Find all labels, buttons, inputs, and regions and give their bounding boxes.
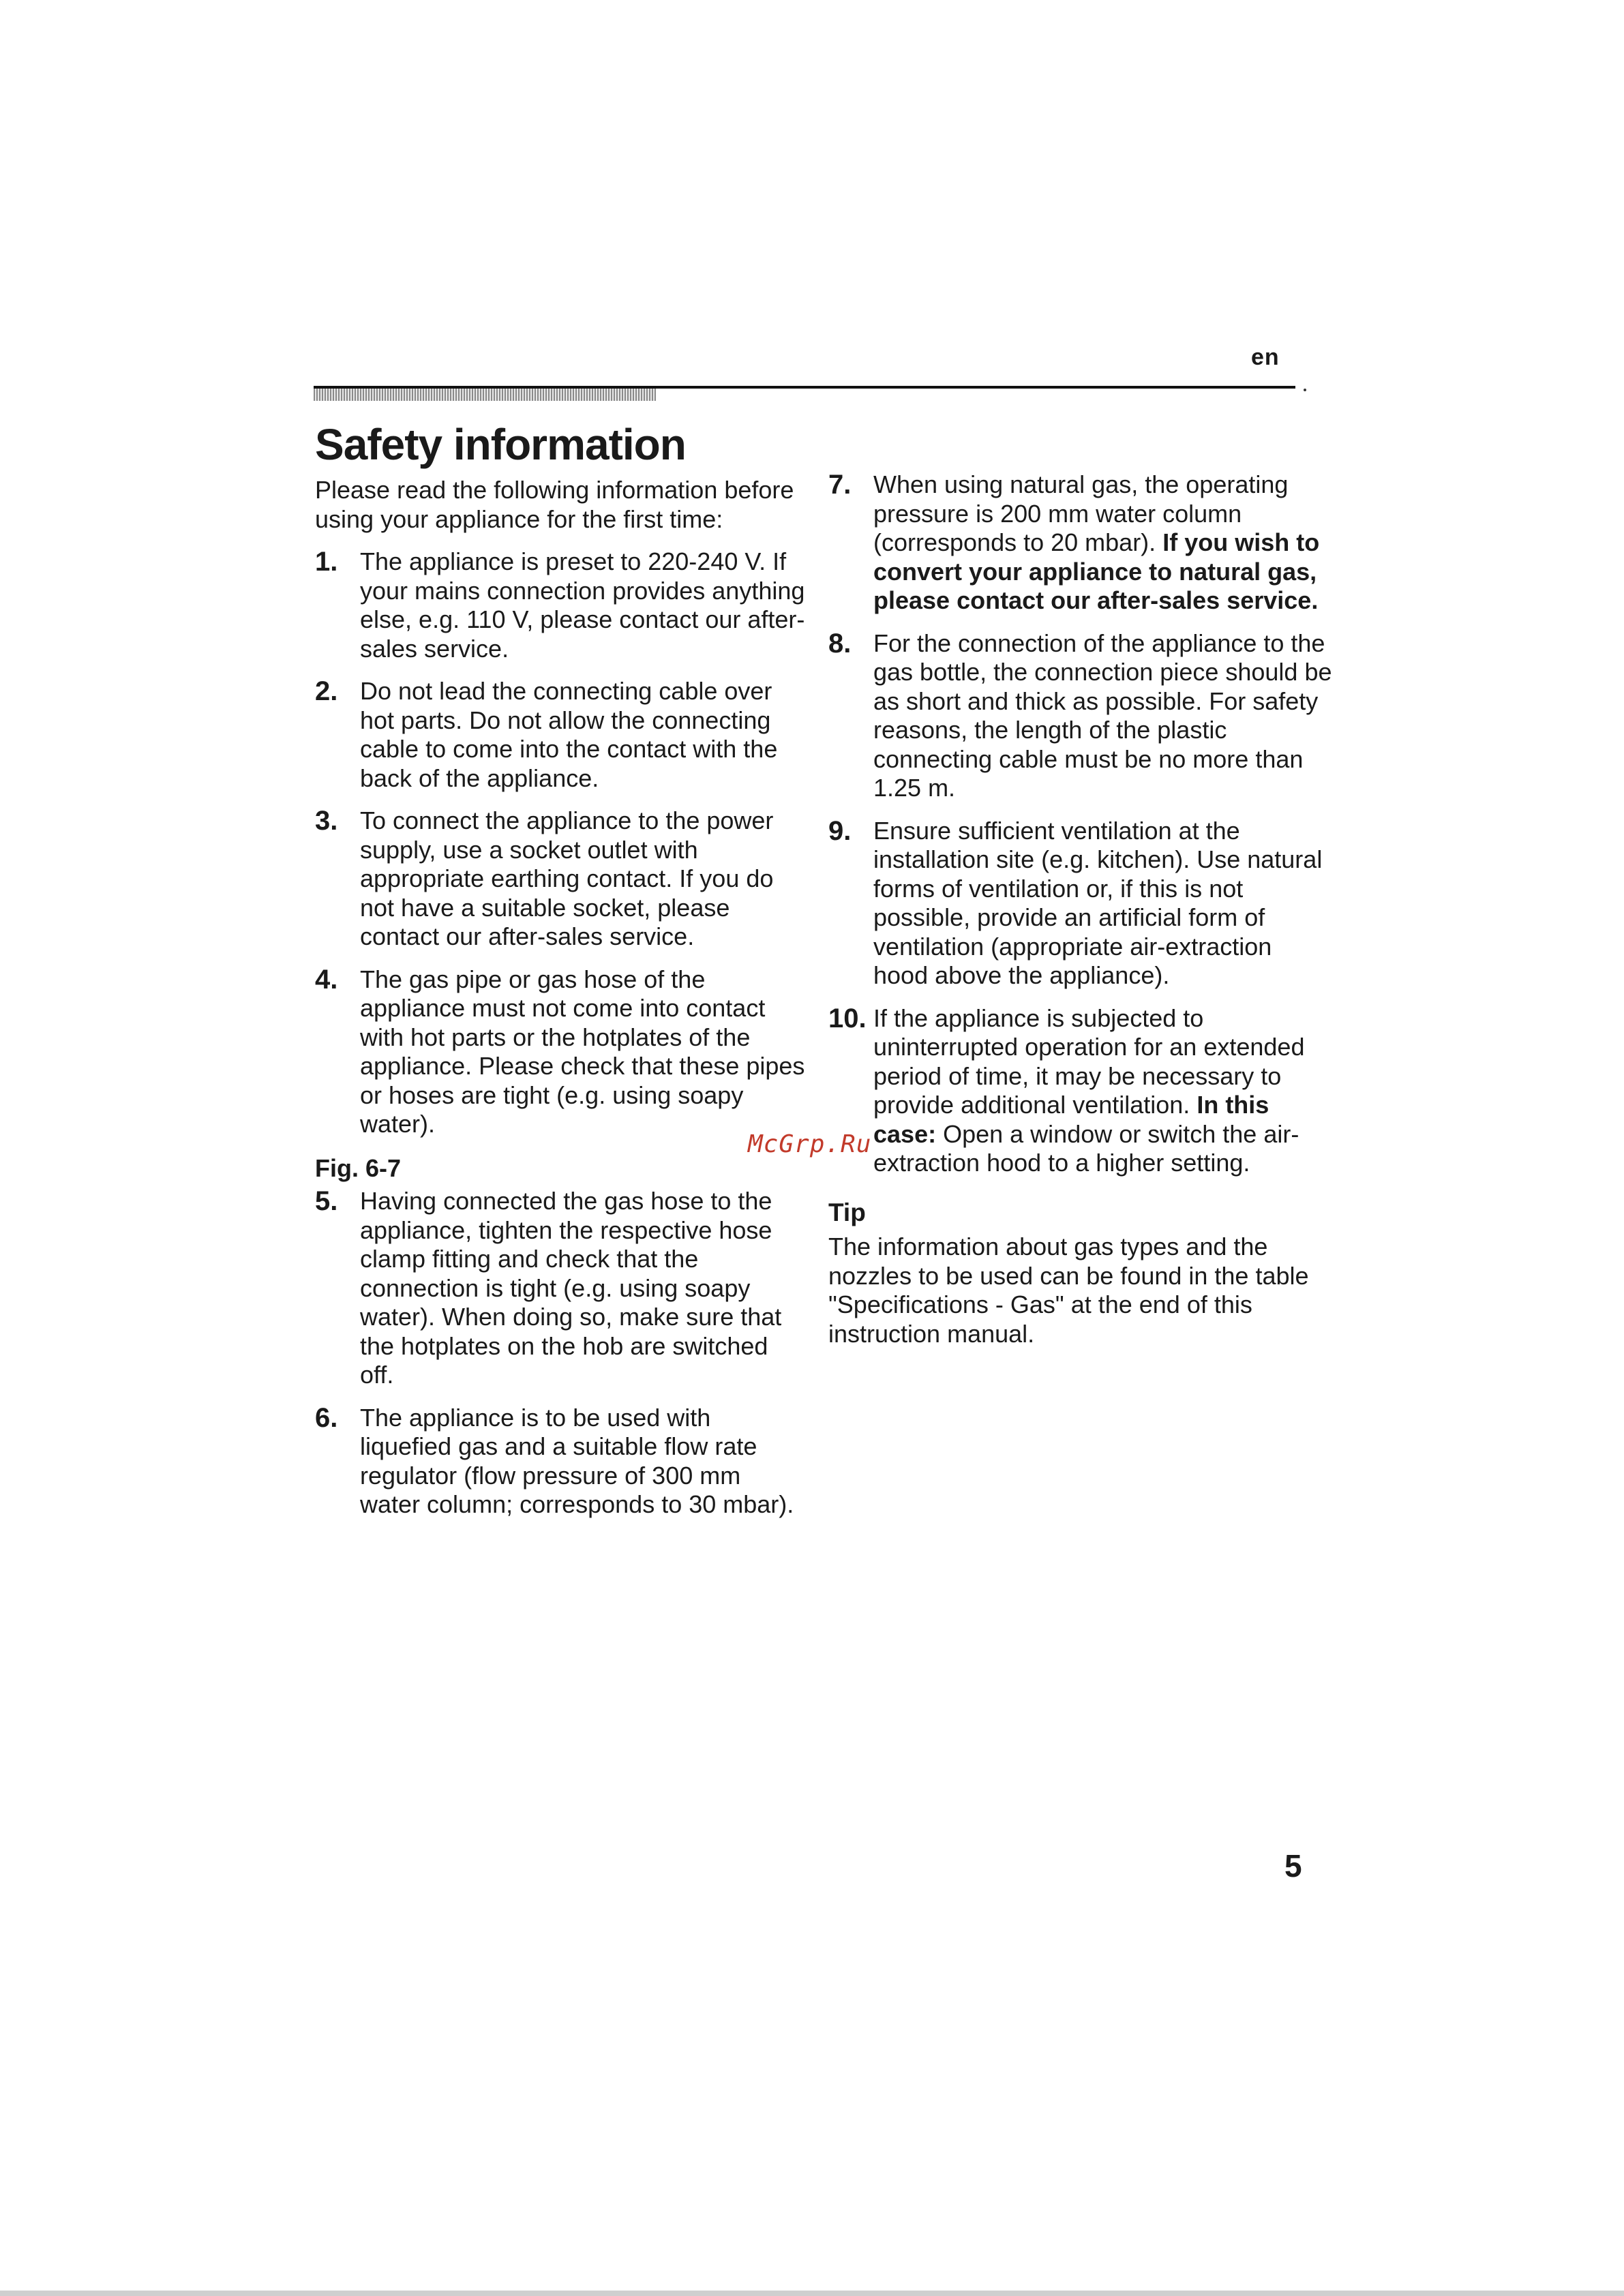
tip-text: The information about gas types and the nozzles to be used can be found in the table "Specifications - Gas" at the end of this instruction manual.	[828, 1233, 1309, 1348]
language-code: en	[1251, 344, 1280, 370]
safety-item-2	[315, 677, 806, 793]
safety-item-6	[315, 1404, 806, 1520]
item-text-regular: When using natural gas, the operating pressure is 200 mm water column (corresponds to 20 mbar).	[873, 470, 1289, 556]
item-text-after: Open a window or switch the air-extraction hood to a higher setting.	[873, 1119, 1299, 1177]
item-number: 9.	[828, 815, 852, 846]
item-number: 2.	[315, 676, 338, 706]
item-text-bold: If you wish to convert your appliance to natural gas, please contact our after-sales service.	[873, 528, 1320, 614]
item-text: Do not lead the connecting cable over hot parts. Do not allow the connecting cable to come into the contact with the back of the appliance.	[360, 677, 778, 792]
intro-text: Please read the following information before using your appliance for the first time:	[315, 476, 794, 533]
safety-item-7	[828, 470, 1333, 616]
safety-item-5	[315, 1187, 806, 1390]
item-number: 7.	[828, 470, 852, 500]
left-column	[315, 417, 806, 1533]
safety-item-10	[828, 1004, 1333, 1178]
safety-item-3	[315, 806, 806, 952]
item-text	[873, 470, 1333, 616]
tip-title: Tip	[828, 1198, 866, 1226]
item-text: For the connection of the appliance to the gas bottle, the connection piece should be as short and thick as possible. For safety reasons, the length of the plastic connecting cable must be no more than 1.25 m.	[873, 629, 1332, 802]
header-rule	[314, 386, 1295, 389]
safety-item-1	[315, 547, 806, 663]
item-number: 1.	[315, 547, 338, 577]
watermark: McGrp.Ru	[748, 1130, 872, 1158]
right-column	[828, 470, 1333, 1348]
item-number: 5.	[315, 1186, 338, 1216]
item-text-regular: If the appliance is subjected to uninterrupted operation for an extended period of time, it may be necessary to provide additional ventilation.	[873, 1003, 1305, 1119]
figure-label: Fig. 6-7	[315, 1153, 402, 1182]
safety-item-4	[315, 965, 806, 1139]
item-number: 4.	[315, 964, 338, 995]
page-number: 5	[1284, 1848, 1302, 1884]
item-text	[873, 1004, 1333, 1178]
item-text: To connect the appliance to the power supply, use a socket outlet with appropriate earthing contact. If you do not have a suitable socket, please contact our after-sales service.	[360, 806, 774, 950]
page-title: Safety information	[315, 420, 686, 469]
item-text: The appliance is to be used with liquefied gas and a suitable flow rate regulator (flow pressure of 300 mm water column; corresponds to 30 mbar).	[360, 1403, 794, 1518]
item-text-bold: In this case:	[873, 1091, 1269, 1148]
item-text: The appliance is preset to 220-240 V. If your mains connection provides anything else, e.g. 110 V, please contact our after-sales service.	[360, 547, 805, 663]
item-number: 6.	[315, 1402, 338, 1433]
item-number: 3.	[315, 806, 338, 836]
item-text: Ensure sufficient ventilation at the installation site (e.g. kitchen). Use natural forms of ventilation or, if this is not possible, provide an artificial form of ventilation (appropriate air-extraction hood above the appliance).	[873, 816, 1323, 989]
item-number: 8.	[828, 628, 852, 659]
scan-edge	[0, 2291, 1624, 2296]
item-number: 10.	[828, 1003, 867, 1033]
safety-item-8	[828, 629, 1333, 803]
item-text: The gas pipe or gas hose of the appliance must not come into contact with hot parts or the hotplates of the appliance. Please check that these pipes or hoses are tight (e.g. using soapy water).	[360, 965, 805, 1138]
safety-item-9	[828, 817, 1333, 991]
rule-dot	[1304, 389, 1306, 391]
item-text: Having connected the gas hose to the appliance, tighten the respective hose clamp fitting and check that the connection is tight (e.g. using soapy water). When doing so, make sure that the hotplates on the hob are switched off.	[360, 1187, 782, 1389]
